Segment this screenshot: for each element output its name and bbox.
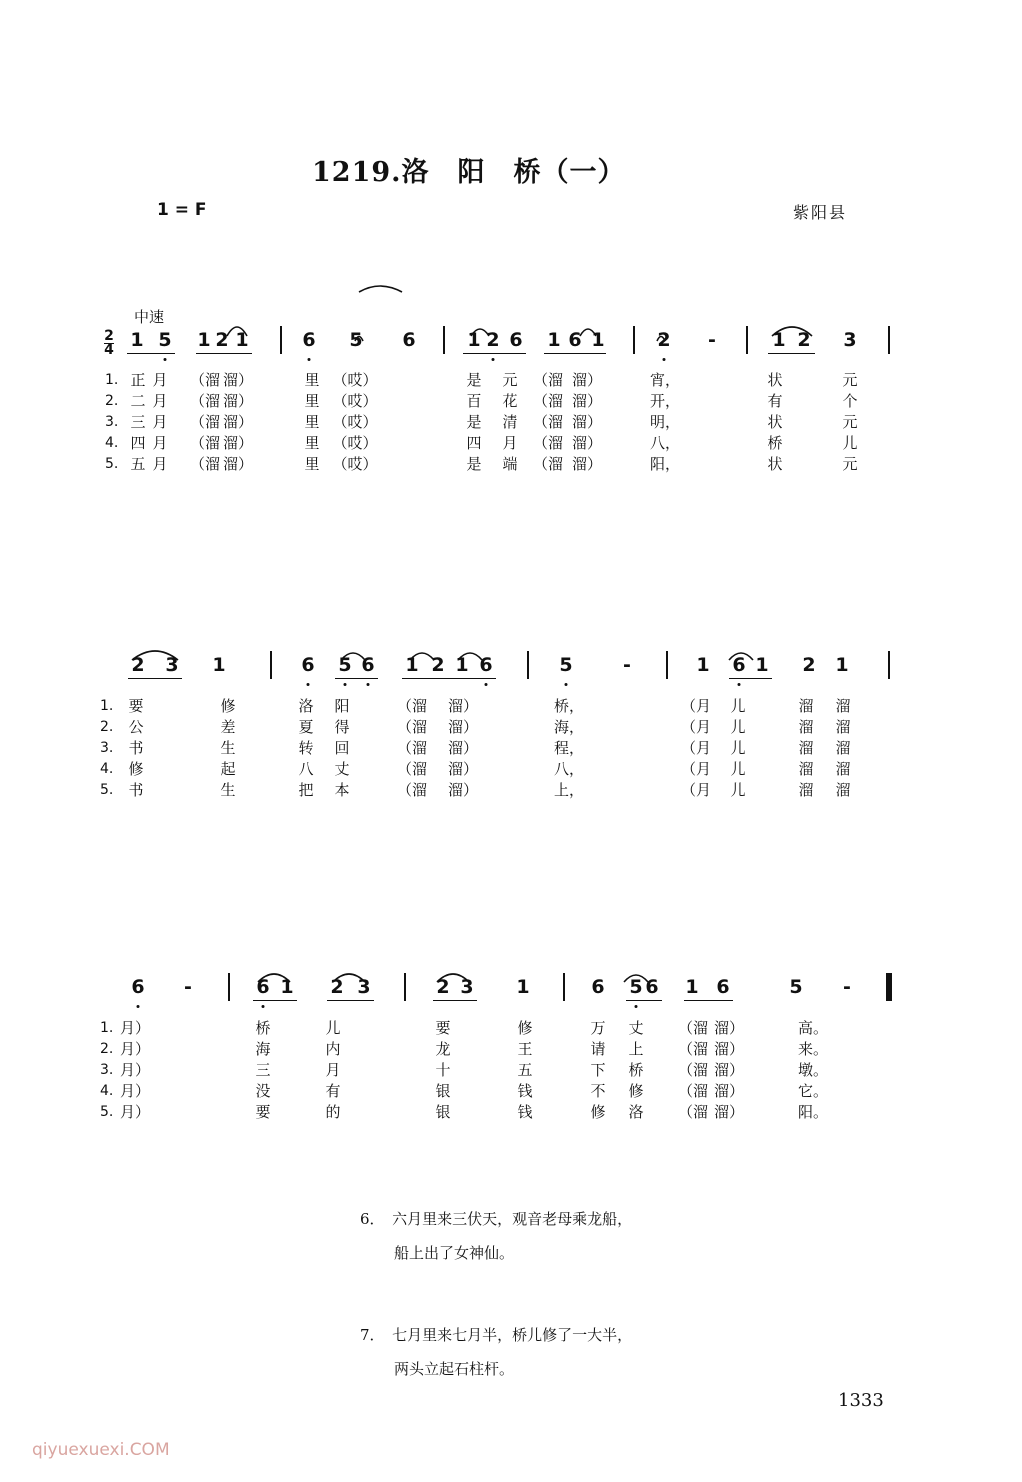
slur	[359, 286, 402, 292]
lyric-syllable: 月	[152, 413, 168, 431]
lyric-syllable: 请	[590, 1040, 606, 1058]
slur	[657, 337, 665, 342]
lyric-syllable: 洛	[298, 697, 314, 715]
watermark: qiyuexuexi.COM	[32, 1440, 170, 1460]
lyric-syllable: 四	[466, 434, 482, 452]
lyric-syllable: （溜	[396, 697, 428, 715]
lyric-syllable: （溜	[396, 739, 428, 757]
lyric-syllable: 海，	[553, 718, 585, 736]
note: 1	[467, 329, 481, 351]
lyric-syllable: 修	[128, 760, 144, 778]
lyric-syllable: 溜）	[571, 434, 603, 452]
lyric-syllable: 银	[435, 1082, 451, 1100]
lyric-syllable: 是	[466, 413, 482, 431]
lyric-syllable: 溜	[798, 718, 814, 736]
lyric-syllable: 来。	[797, 1040, 829, 1058]
note: 2	[657, 329, 671, 351]
note: 6	[256, 976, 270, 998]
lyric-syllable: 里	[304, 434, 320, 452]
slur	[410, 653, 434, 660]
lyric-syllable: （月	[680, 781, 712, 799]
lyric-syllable: 公	[128, 718, 144, 736]
verse-number: 4.	[100, 1083, 114, 1099]
note: 1	[280, 976, 294, 998]
note: 5	[349, 329, 363, 351]
lyric-syllable: 差	[220, 718, 236, 736]
lyric-syllable: 溜	[835, 718, 851, 736]
lyric-syllable: 夏	[298, 718, 314, 736]
slur	[729, 653, 753, 660]
note: 6	[509, 329, 523, 351]
lyric-syllable: （溜	[532, 434, 564, 452]
lyric-syllable: 状	[767, 371, 783, 389]
lyric-syllable: 书	[128, 739, 144, 757]
verse-number: 5.	[105, 456, 119, 472]
note: 5	[789, 976, 803, 998]
time-signature-top: 2	[104, 328, 114, 344]
lyric-syllable: 溜	[835, 760, 851, 778]
lyric-syllable: （哎）	[332, 413, 378, 431]
lyric-syllable: （溜	[189, 455, 221, 473]
lyric-syllable: 四	[130, 434, 146, 452]
lyric-syllable: 溜）	[222, 434, 254, 452]
lyric-syllable: 月	[152, 434, 168, 452]
lyric-syllable: 溜	[798, 739, 814, 757]
lyric-syllable: 不	[590, 1082, 606, 1100]
stanza-number: 7．	[360, 1326, 378, 1344]
lyric-syllable: 高。	[797, 1019, 829, 1037]
lyric-syllable: 状	[767, 413, 783, 431]
verse-number: 4.	[100, 761, 114, 777]
verse-number: 5.	[100, 1104, 114, 1120]
lyric-syllable: 五	[517, 1061, 533, 1079]
lyric-syllable: 阳	[334, 697, 350, 715]
note: 6	[645, 976, 659, 998]
time-signature-bottom: 4	[104, 342, 114, 358]
lyric-syllable: 把	[298, 781, 314, 799]
slur	[580, 329, 596, 336]
lyric-syllable: 月）	[119, 1019, 151, 1037]
note: 6	[402, 329, 416, 351]
note: 1	[405, 654, 419, 676]
lyric-syllable: 钱	[517, 1103, 533, 1121]
note: 6	[568, 329, 582, 351]
lyric-syllable: 端	[502, 455, 518, 473]
lyric-syllable: 宵，	[649, 371, 681, 389]
lyric-syllable: 万	[590, 1019, 606, 1037]
lyric-syllable: （月	[680, 697, 712, 715]
lyric-syllable: 银	[435, 1103, 451, 1121]
note: 2	[330, 976, 344, 998]
lyric-syllable: （溜	[677, 1082, 709, 1100]
lyric-syllable: 没	[255, 1082, 271, 1100]
note: 6	[301, 654, 315, 676]
slur	[772, 327, 812, 336]
note: 1	[772, 329, 786, 351]
lyric-syllable: 溜）	[713, 1103, 745, 1121]
lyric-syllable: 它。	[797, 1082, 829, 1100]
lyric-syllable: 儿	[730, 781, 746, 799]
note: 1	[130, 329, 144, 351]
lyric-syllable: 状	[767, 455, 783, 473]
lyric-syllable: 的	[325, 1103, 341, 1121]
slur	[132, 651, 178, 660]
lyric-syllable: 里	[304, 455, 320, 473]
note: 1	[516, 976, 530, 998]
lyric-syllable: 元	[502, 371, 518, 389]
note: -	[184, 976, 192, 998]
note: 2	[802, 654, 816, 676]
lyric-syllable: （溜	[677, 1103, 709, 1121]
stanza-6-line-1	[360, 1208, 632, 1229]
lyric-syllable: 月）	[119, 1040, 151, 1058]
note: 1	[685, 976, 699, 998]
note: -	[843, 976, 851, 998]
slur	[333, 974, 365, 982]
note: 1	[835, 654, 849, 676]
stanza-7-line-2: 两头立起石柱杆。	[394, 1360, 515, 1378]
lyric-syllable: （哎）	[332, 455, 378, 473]
verse-number: 4.	[105, 435, 119, 451]
lyric-syllable: 回	[334, 739, 350, 757]
lyric-syllable: 溜）	[447, 697, 479, 715]
lyric-syllable: 溜）	[571, 413, 603, 431]
slur	[227, 327, 247, 336]
verse-number: 3.	[100, 1062, 114, 1078]
lyric-syllable: 溜）	[447, 781, 479, 799]
verse-number: 5.	[100, 782, 114, 798]
lyric-syllable: 洛	[628, 1103, 644, 1121]
stanza-number: 6．	[360, 1210, 378, 1228]
lyric-syllable: 溜）	[222, 392, 254, 410]
note: 5	[338, 654, 352, 676]
slur	[458, 653, 482, 660]
verse-number: 3.	[105, 414, 119, 430]
lyric-syllable: 要	[128, 697, 144, 715]
lyric-syllable: 修	[590, 1103, 606, 1121]
note: -	[708, 329, 716, 351]
lyric-syllable: 月）	[119, 1061, 151, 1079]
lyric-syllable: （溜	[677, 1019, 709, 1037]
lyric-syllable: 溜）	[713, 1082, 745, 1100]
note: 3	[165, 654, 179, 676]
lyric-syllable: 要	[435, 1019, 451, 1037]
lyric-syllable: 溜）	[571, 392, 603, 410]
lyric-syllable: 内	[325, 1040, 341, 1058]
verse-number: 2.	[100, 1041, 114, 1057]
note: 1	[696, 654, 710, 676]
note: 6	[302, 329, 316, 351]
lyric-syllable: （溜	[189, 392, 221, 410]
lyric-syllable: 桥	[255, 1019, 271, 1037]
note: 1	[212, 654, 226, 676]
lyric-syllable: 溜	[835, 781, 851, 799]
lyric-syllable: （哎）	[332, 371, 378, 389]
lyric-syllable: 上，	[553, 781, 585, 799]
note: 2	[215, 329, 229, 351]
verse-number: 1.	[105, 372, 119, 388]
lyric-syllable: 阳。	[797, 1103, 829, 1121]
note: 5	[158, 329, 172, 351]
note: 5	[559, 654, 573, 676]
lyric-syllable: 修	[628, 1082, 644, 1100]
lyric-syllable: 起	[220, 760, 236, 778]
lyric-syllable: 是	[466, 371, 482, 389]
slur	[437, 974, 469, 982]
lyric-syllable: （月	[680, 718, 712, 736]
verse-number: 3.	[100, 740, 114, 756]
lyric-syllable: 儿	[842, 434, 858, 452]
lyric-syllable: （溜	[189, 371, 221, 389]
lyric-syllable: 里	[304, 371, 320, 389]
lyric-syllable: 溜）	[571, 371, 603, 389]
stanza-text: 六月里来三伏天，观音老母乘龙船，	[392, 1210, 633, 1228]
lyric-syllable: 有	[325, 1082, 341, 1100]
lyric-syllable: 溜	[798, 760, 814, 778]
note: 3	[357, 976, 371, 998]
lyric-syllable: 花	[502, 392, 518, 410]
lyric-syllable: （月	[680, 760, 712, 778]
lyric-syllable: 二	[130, 392, 146, 410]
note: 2	[436, 976, 450, 998]
lyric-syllable: 明，	[649, 413, 681, 431]
verse-number: 1.	[100, 698, 114, 714]
lyric-syllable: 月	[152, 371, 168, 389]
lyric-syllable: 百	[466, 392, 482, 410]
note: 3	[460, 976, 474, 998]
lyric-syllable: （溜	[189, 413, 221, 431]
lyric-syllable: （溜	[396, 760, 428, 778]
lyric-syllable: 溜）	[713, 1040, 745, 1058]
note: 5	[629, 976, 643, 998]
lyric-syllable: 月	[152, 455, 168, 473]
lyric-syllable: 王	[517, 1040, 533, 1058]
lyric-syllable: 正	[130, 371, 146, 389]
lyric-syllable: 丈	[334, 760, 350, 778]
lyric-syllable: 要	[255, 1103, 271, 1121]
note: 1	[455, 654, 469, 676]
lyric-syllable: 月	[325, 1061, 341, 1079]
lyric-syllable: 溜）	[447, 739, 479, 757]
note: 1	[197, 329, 211, 351]
lyric-syllable: 程，	[553, 739, 585, 757]
lyric-syllable: 修	[220, 697, 236, 715]
stanza-7-line-1	[360, 1324, 632, 1345]
region-label: 紫阳县	[793, 203, 848, 222]
verse-number: 1.	[100, 1020, 114, 1036]
lyric-syllable: （溜	[189, 434, 221, 452]
key-signature: 1 = F	[157, 200, 207, 220]
note: 1	[755, 654, 769, 676]
lyric-syllable: 龙	[435, 1040, 451, 1058]
lyric-syllable: 十	[435, 1061, 451, 1079]
lyric-syllable: （溜	[532, 392, 564, 410]
lyric-syllable: 转	[298, 739, 314, 757]
lyric-syllable: 桥	[628, 1061, 644, 1079]
lyric-syllable: 儿	[730, 697, 746, 715]
lyric-syllable: 是	[466, 455, 482, 473]
lyric-syllable: 书	[128, 781, 144, 799]
lyric-syllable: 开，	[649, 392, 681, 410]
lyric-syllable: 丈	[628, 1019, 644, 1037]
lyric-syllable: 里	[304, 392, 320, 410]
lyric-syllable: 八，	[649, 434, 681, 452]
slur	[471, 329, 489, 336]
lyric-syllable: 生	[220, 739, 236, 757]
lyric-syllable: 阳，	[649, 455, 681, 473]
lyric-syllable: （哎）	[332, 434, 378, 452]
lyric-syllable: 溜）	[222, 413, 254, 431]
lyric-syllable: 海	[255, 1040, 271, 1058]
note: 1	[591, 329, 605, 351]
verse-number: 2.	[100, 719, 114, 735]
lyric-syllable: 三	[130, 413, 146, 431]
lyric-syllable: 溜	[835, 697, 851, 715]
lyric-syllable: 有	[767, 392, 783, 410]
stanza-6-line-2: 船上出了女神仙。	[394, 1244, 515, 1262]
note: 2	[486, 329, 500, 351]
lyric-syllable: 溜	[798, 781, 814, 799]
lyric-syllable: 五	[130, 455, 146, 473]
lyric-syllable: 溜	[835, 739, 851, 757]
lyric-syllable: 三	[255, 1061, 271, 1079]
lyric-syllable: 下	[590, 1061, 606, 1079]
song-title: 1219.洛 阳 桥（一）	[312, 157, 626, 188]
lyric-syllable: 溜）	[713, 1019, 745, 1037]
note: 3	[843, 329, 857, 351]
lyric-syllable: 得	[334, 718, 350, 736]
lyric-syllable: 八	[298, 760, 314, 778]
note: 6	[732, 654, 746, 676]
lyric-syllable: 溜）	[713, 1061, 745, 1079]
lyric-syllable: （溜	[677, 1040, 709, 1058]
lyric-syllable: 儿	[730, 718, 746, 736]
note: 2	[131, 654, 145, 676]
lyric-syllable: 儿	[730, 739, 746, 757]
lyric-syllable: （溜	[532, 455, 564, 473]
lyric-syllable: 个	[842, 392, 858, 410]
note: 1	[235, 329, 249, 351]
stanza-text: 七月里来七月半，桥儿修了一大半，	[392, 1326, 633, 1344]
lyric-syllable: 清	[502, 413, 518, 431]
lyric-syllable: 修	[517, 1019, 533, 1037]
lyric-syllable: 元	[842, 371, 858, 389]
lyric-syllable: （溜	[532, 413, 564, 431]
lyric-syllable: 桥	[767, 434, 783, 452]
lyric-syllable: （哎）	[332, 392, 378, 410]
lyric-syllable: 生	[220, 781, 236, 799]
lyric-syllable: 元	[842, 413, 858, 431]
page-number: 1333	[838, 1390, 884, 1411]
lyric-syllable: 月）	[119, 1082, 151, 1100]
slur	[355, 337, 363, 342]
slur	[624, 975, 648, 982]
note: 6	[131, 976, 145, 998]
lyric-syllable: 溜）	[222, 455, 254, 473]
lyric-syllable: 儿	[730, 760, 746, 778]
lyric-syllable: 月	[502, 434, 518, 452]
lyric-syllable: （溜	[677, 1061, 709, 1079]
lyric-syllable: 溜）	[222, 371, 254, 389]
note: 6	[591, 976, 605, 998]
lyric-syllable: 月	[152, 392, 168, 410]
note: -	[623, 654, 631, 676]
lyric-syllable: （溜	[396, 718, 428, 736]
lyric-syllable: 桥，	[553, 697, 585, 715]
lyric-syllable: 溜）	[447, 718, 479, 736]
note: 6	[479, 654, 493, 676]
note: 2	[431, 654, 445, 676]
lyric-syllable: 溜	[798, 697, 814, 715]
lyric-syllable: （月	[680, 739, 712, 757]
lyric-syllable: 上	[628, 1040, 644, 1058]
slur	[341, 653, 365, 660]
lyric-syllable: （溜	[396, 781, 428, 799]
lyric-syllable: （溜	[532, 371, 564, 389]
verse-number: 2.	[105, 393, 119, 409]
lyric-syllable: 钱	[517, 1082, 533, 1100]
lyric-syllable: 元	[842, 455, 858, 473]
note: 1	[547, 329, 561, 351]
lyric-syllable: 本	[334, 781, 350, 799]
note: 6	[361, 654, 375, 676]
lyric-syllable: 月）	[119, 1103, 151, 1121]
slur	[258, 974, 290, 982]
lyric-syllable: 溜）	[571, 455, 603, 473]
note: 6	[716, 976, 730, 998]
lyric-syllable: 八，	[553, 760, 585, 778]
lyric-syllable: 墩。	[797, 1061, 829, 1079]
tempo-marking: 中速	[134, 308, 165, 326]
note: 2	[797, 329, 811, 351]
lyric-syllable: 儿	[325, 1019, 341, 1037]
lyric-syllable: 里	[304, 413, 320, 431]
lyric-syllable: 溜）	[447, 760, 479, 778]
